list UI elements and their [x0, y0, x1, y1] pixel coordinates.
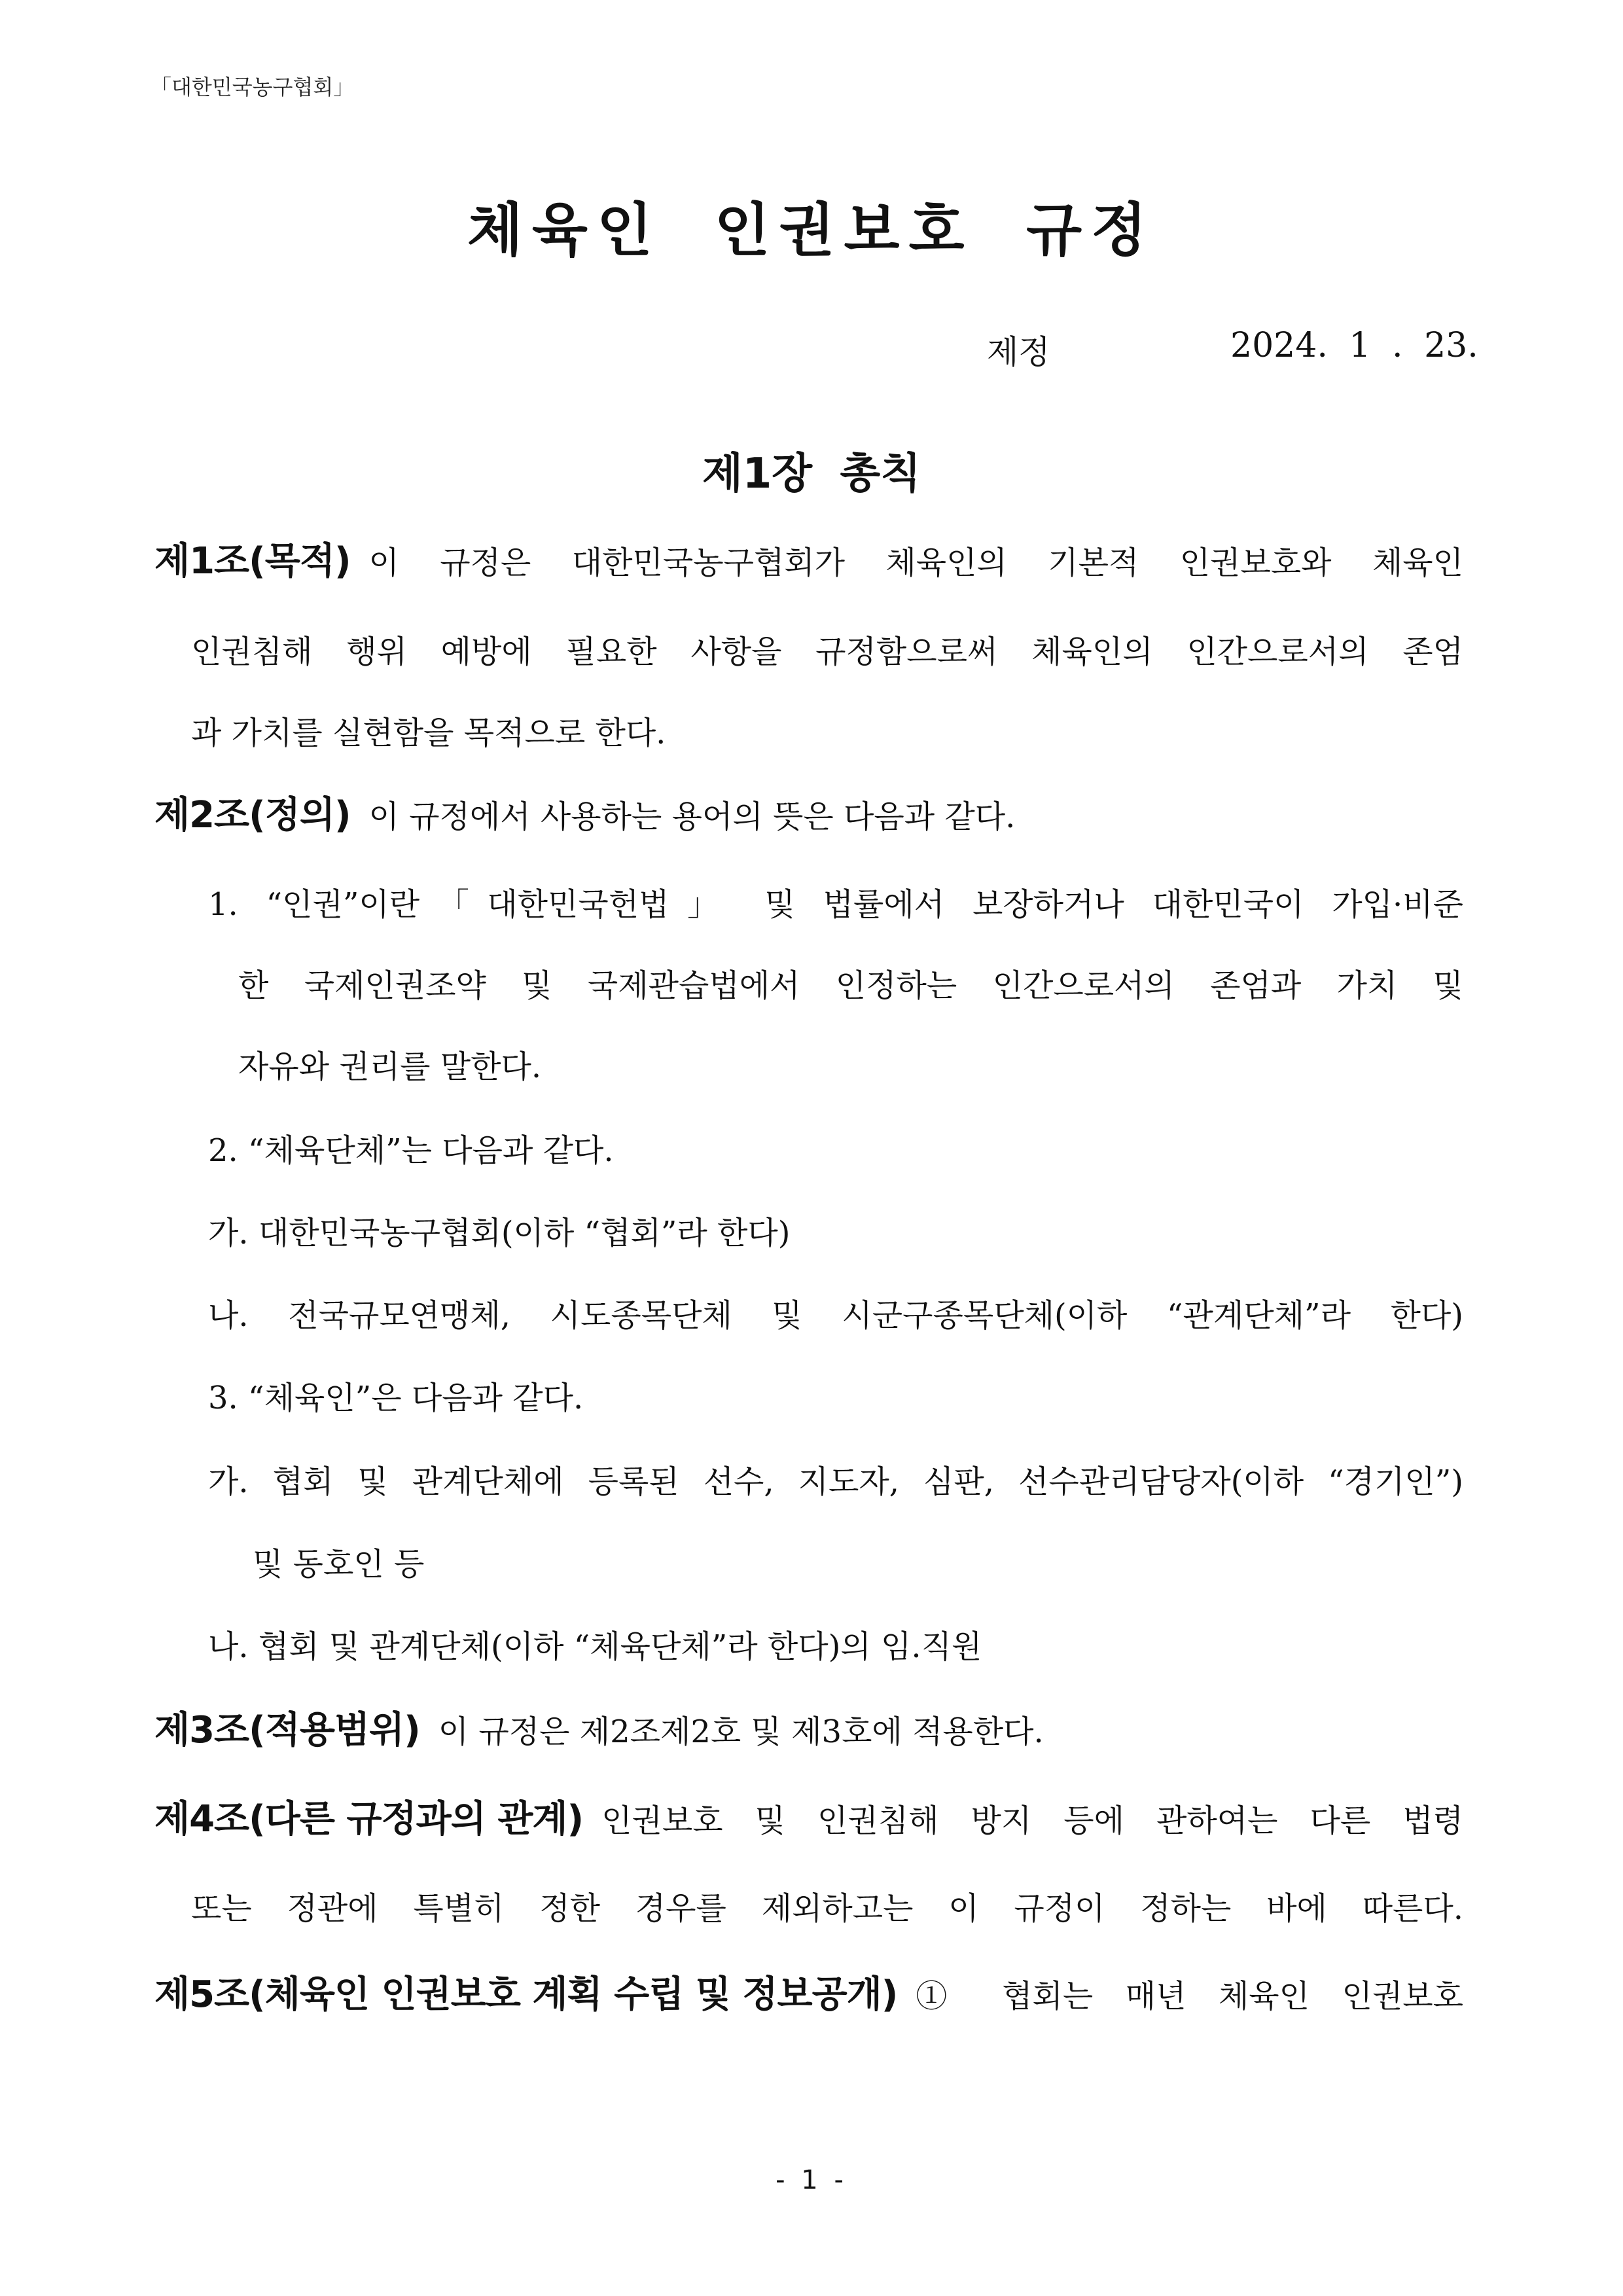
- document-title: 체육인 인권보호 규정: [467, 196, 1156, 264]
- definition-3-ga-line1: 가. 협회 및 관계단체에 등록된 선수, 지도자, 심판, 선수관리담당자(이하 “경기인”): [208, 1463, 1463, 1500]
- page-number: - 1 -: [776, 2165, 847, 2195]
- definition-2: 2. “체육단체”는 다음과 같다.: [208, 1132, 614, 1169]
- article-1-text-line3: 과 가치를 실현함을 목적으로 한다.: [191, 715, 666, 751]
- article-5-text-line1: ① 협회는 매년 체육인 인권보호: [916, 1978, 1463, 2015]
- article-1-text-line1: 이 규정은 대한민국농구협회가 체육인의 기본적 인권보호와 체육인: [368, 545, 1463, 581]
- article-4-text-line1: 인권보호 및 인권침해 방지 등에 관하여는 다른 법령: [601, 1803, 1463, 1839]
- definition-2-na: 나. 전국규모연맹체, 시도종목단체 및 시군구종목단체(이하 “관계단체”라 한다): [208, 1297, 1463, 1334]
- article-2-heading: 제2조(정의): [154, 794, 351, 836]
- chapter-heading: 제1장 총칙: [702, 450, 921, 498]
- definition-3-ga-line2: 및 동호인 등: [253, 1546, 425, 1583]
- article-4-text-line2: 또는 정관에 특별히 정한 경우를 제외하고는 이 규정이 정하는 바에 따른다.: [191, 1890, 1463, 1927]
- article-5-first-line: [154, 1975, 1463, 2016]
- definition-3: 3. “체육인”은 다음과 같다.: [208, 1380, 584, 1416]
- definition-3-na: 나. 협회 및 관계단체(이하 “체육단체”라 한다)의 임.직원: [208, 1628, 982, 1665]
- article-1-first-line: [154, 542, 1463, 583]
- article-1-heading: 제1조(목적): [154, 540, 351, 583]
- article-4-heading: 제4조(다른 규정과의 관계): [154, 1798, 584, 1840]
- definition-1-line1: 1. “인권”이란「대한민국헌법」 및 법률에서 보장하거나 대한민국이 가입·비준: [208, 886, 1463, 923]
- article-4-first-line: [154, 1800, 1463, 1840]
- enactment-label: 제정: [987, 333, 1050, 371]
- article-1-text-line2: 인권침해 행위 예방에 필요한 사항을 규정함으로써 체육인의 인간으로서의 존엄: [191, 634, 1463, 670]
- article-2-text-line1: 이 규정에서 사용하는 용어의 뜻은 다음과 같다.: [368, 798, 1016, 835]
- article-3-text-line1: 이 규정은 제2조제2호 및 제3호에 적용한다.: [438, 1713, 1044, 1750]
- article-3-heading: 제3조(적용범위): [154, 1709, 420, 1751]
- enactment-date: 2024. 1 . 23.: [1230, 326, 1478, 365]
- organization-header: 「대한민국농구협회」: [151, 75, 355, 99]
- definition-2-ga: 가. 대한민국농구협회(이하 “협회”라 한다): [208, 1215, 791, 1251]
- definition-1-line2: 한 국제인권조약 및 국제관습법에서 인정하는 인간으로서의 존엄과 가치 및: [238, 967, 1463, 1004]
- article-5-heading: 제5조(체육인 인권보호 계획 수립 및 정보공개): [154, 1973, 898, 2016]
- definition-1-line3: 자유와 권리를 말한다.: [238, 1049, 542, 1085]
- article-3-first-line: [154, 1711, 1463, 1751]
- article-2-first-line: [154, 796, 1463, 836]
